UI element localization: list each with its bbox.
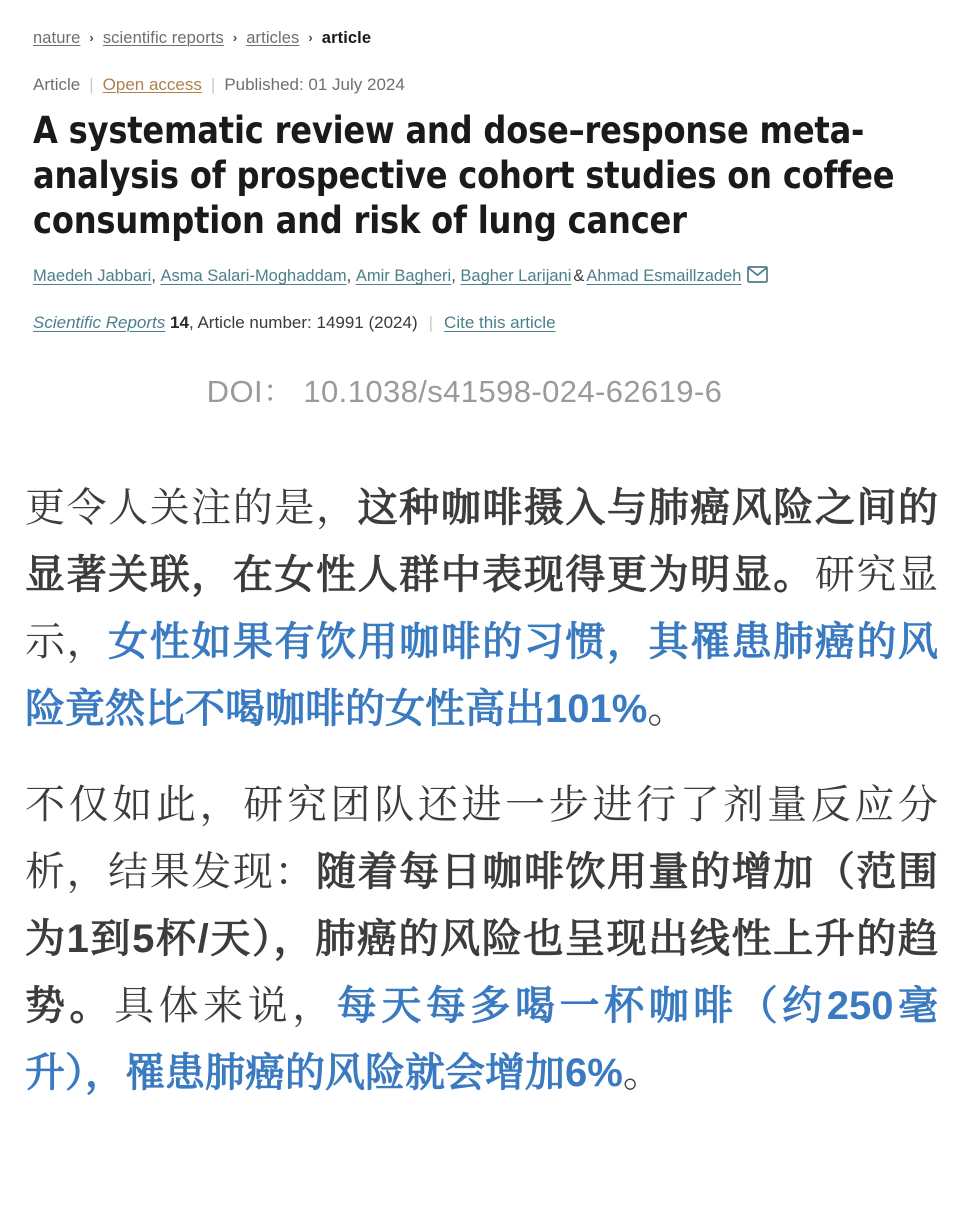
author-link-5[interactable]: Ahmad Esmaillzadeh: [586, 267, 742, 286]
text-run-accent: 女性如果有饮用咖啡的习惯，其罹患肺癌的风险竟然比不喝咖啡的女性高出101%: [25, 620, 939, 732]
journal-name-link[interactable]: Scientific Reports: [33, 312, 166, 332]
breadcrumb-separator-2: ›: [232, 30, 238, 45]
body-copy: [0, 475, 960, 1108]
text-run-regular: 具体来说，: [114, 984, 337, 1029]
breadcrumb-separator-1: ›: [89, 30, 94, 45]
text-run-regular: 。: [647, 687, 688, 732]
published-date: Published: 01 July 2024: [224, 74, 405, 94]
text-run-bold: 这种咖啡摄入与肺癌风险之间的显著关联，在女性人群中表现得更为明显。: [25, 485, 939, 598]
article-type-label: Article: [33, 74, 81, 94]
breadcrumb: [33, 0, 936, 49]
meta-separator-2: |: [210, 74, 216, 94]
text-run-regular: 。: [622, 1051, 663, 1096]
article-meta-line: [33, 74, 936, 95]
author-comma-1: ,: [151, 267, 161, 286]
author-comma-3: ,: [451, 267, 461, 286]
text-run-accent: 每天每多喝一杯咖啡（约250毫升），罹患肺癌的风险就会增加6%: [25, 984, 939, 1096]
author-comma-2: ,: [346, 267, 356, 286]
author-link-3[interactable]: Amir Bagheri: [355, 267, 452, 286]
author-ampersand: &: [573, 267, 585, 286]
text-run-regular: 更令人关注的是，: [25, 485, 358, 530]
breadcrumb-separator-3: ›: [308, 30, 313, 45]
doi-line: DOI： 10.1038/s41598-024-62619-6: [206, 373, 723, 409]
meta-separator-1: |: [89, 74, 94, 94]
breadcrumb-item-nature[interactable]: nature: [33, 29, 81, 47]
article-header: [0, 0, 960, 411]
text-run-regular: 不仅如此，研究团队还进一步进行了剂量反应分析，结果发现：: [25, 782, 938, 894]
breadcrumb-item-scientific-reports[interactable]: scientific reports: [102, 29, 224, 47]
breadcrumb-item-articles[interactable]: articles: [246, 29, 300, 47]
author-link-1[interactable]: Maedeh Jabbari: [33, 267, 152, 286]
cite-this-article-link[interactable]: Cite this article: [444, 312, 556, 332]
journal-citation: [33, 312, 936, 334]
author-link-4[interactable]: Bagher Larijani: [460, 267, 572, 286]
envelope-icon[interactable]: [747, 266, 768, 283]
journal-article-number: , Article number: 14991 (2024): [188, 312, 418, 332]
text-run-bold: 随着每日咖啡饮用量的增加（范围为1到5杯/天），肺癌的风险也呈现出线性上升的趋势。: [25, 849, 938, 1029]
breadcrumb-item-article-current: article: [321, 29, 372, 47]
body-paragraph-2: [25, 772, 938, 1108]
page-title: A systematic review and dose–response meta-analysis of prospective cohort studies on coffee consumption and risk of lung cancer: [33, 109, 895, 242]
author-link-2[interactable]: Asma Salari-Moghaddam: [160, 267, 347, 286]
open-access-link[interactable]: Open access: [102, 74, 202, 94]
body-paragraph-1: [25, 475, 938, 744]
author-list: [33, 266, 936, 287]
text-run-regular: 研究显示，: [25, 553, 939, 665]
journal-separator: |: [428, 312, 434, 332]
journal-volume: 14: [170, 312, 189, 332]
